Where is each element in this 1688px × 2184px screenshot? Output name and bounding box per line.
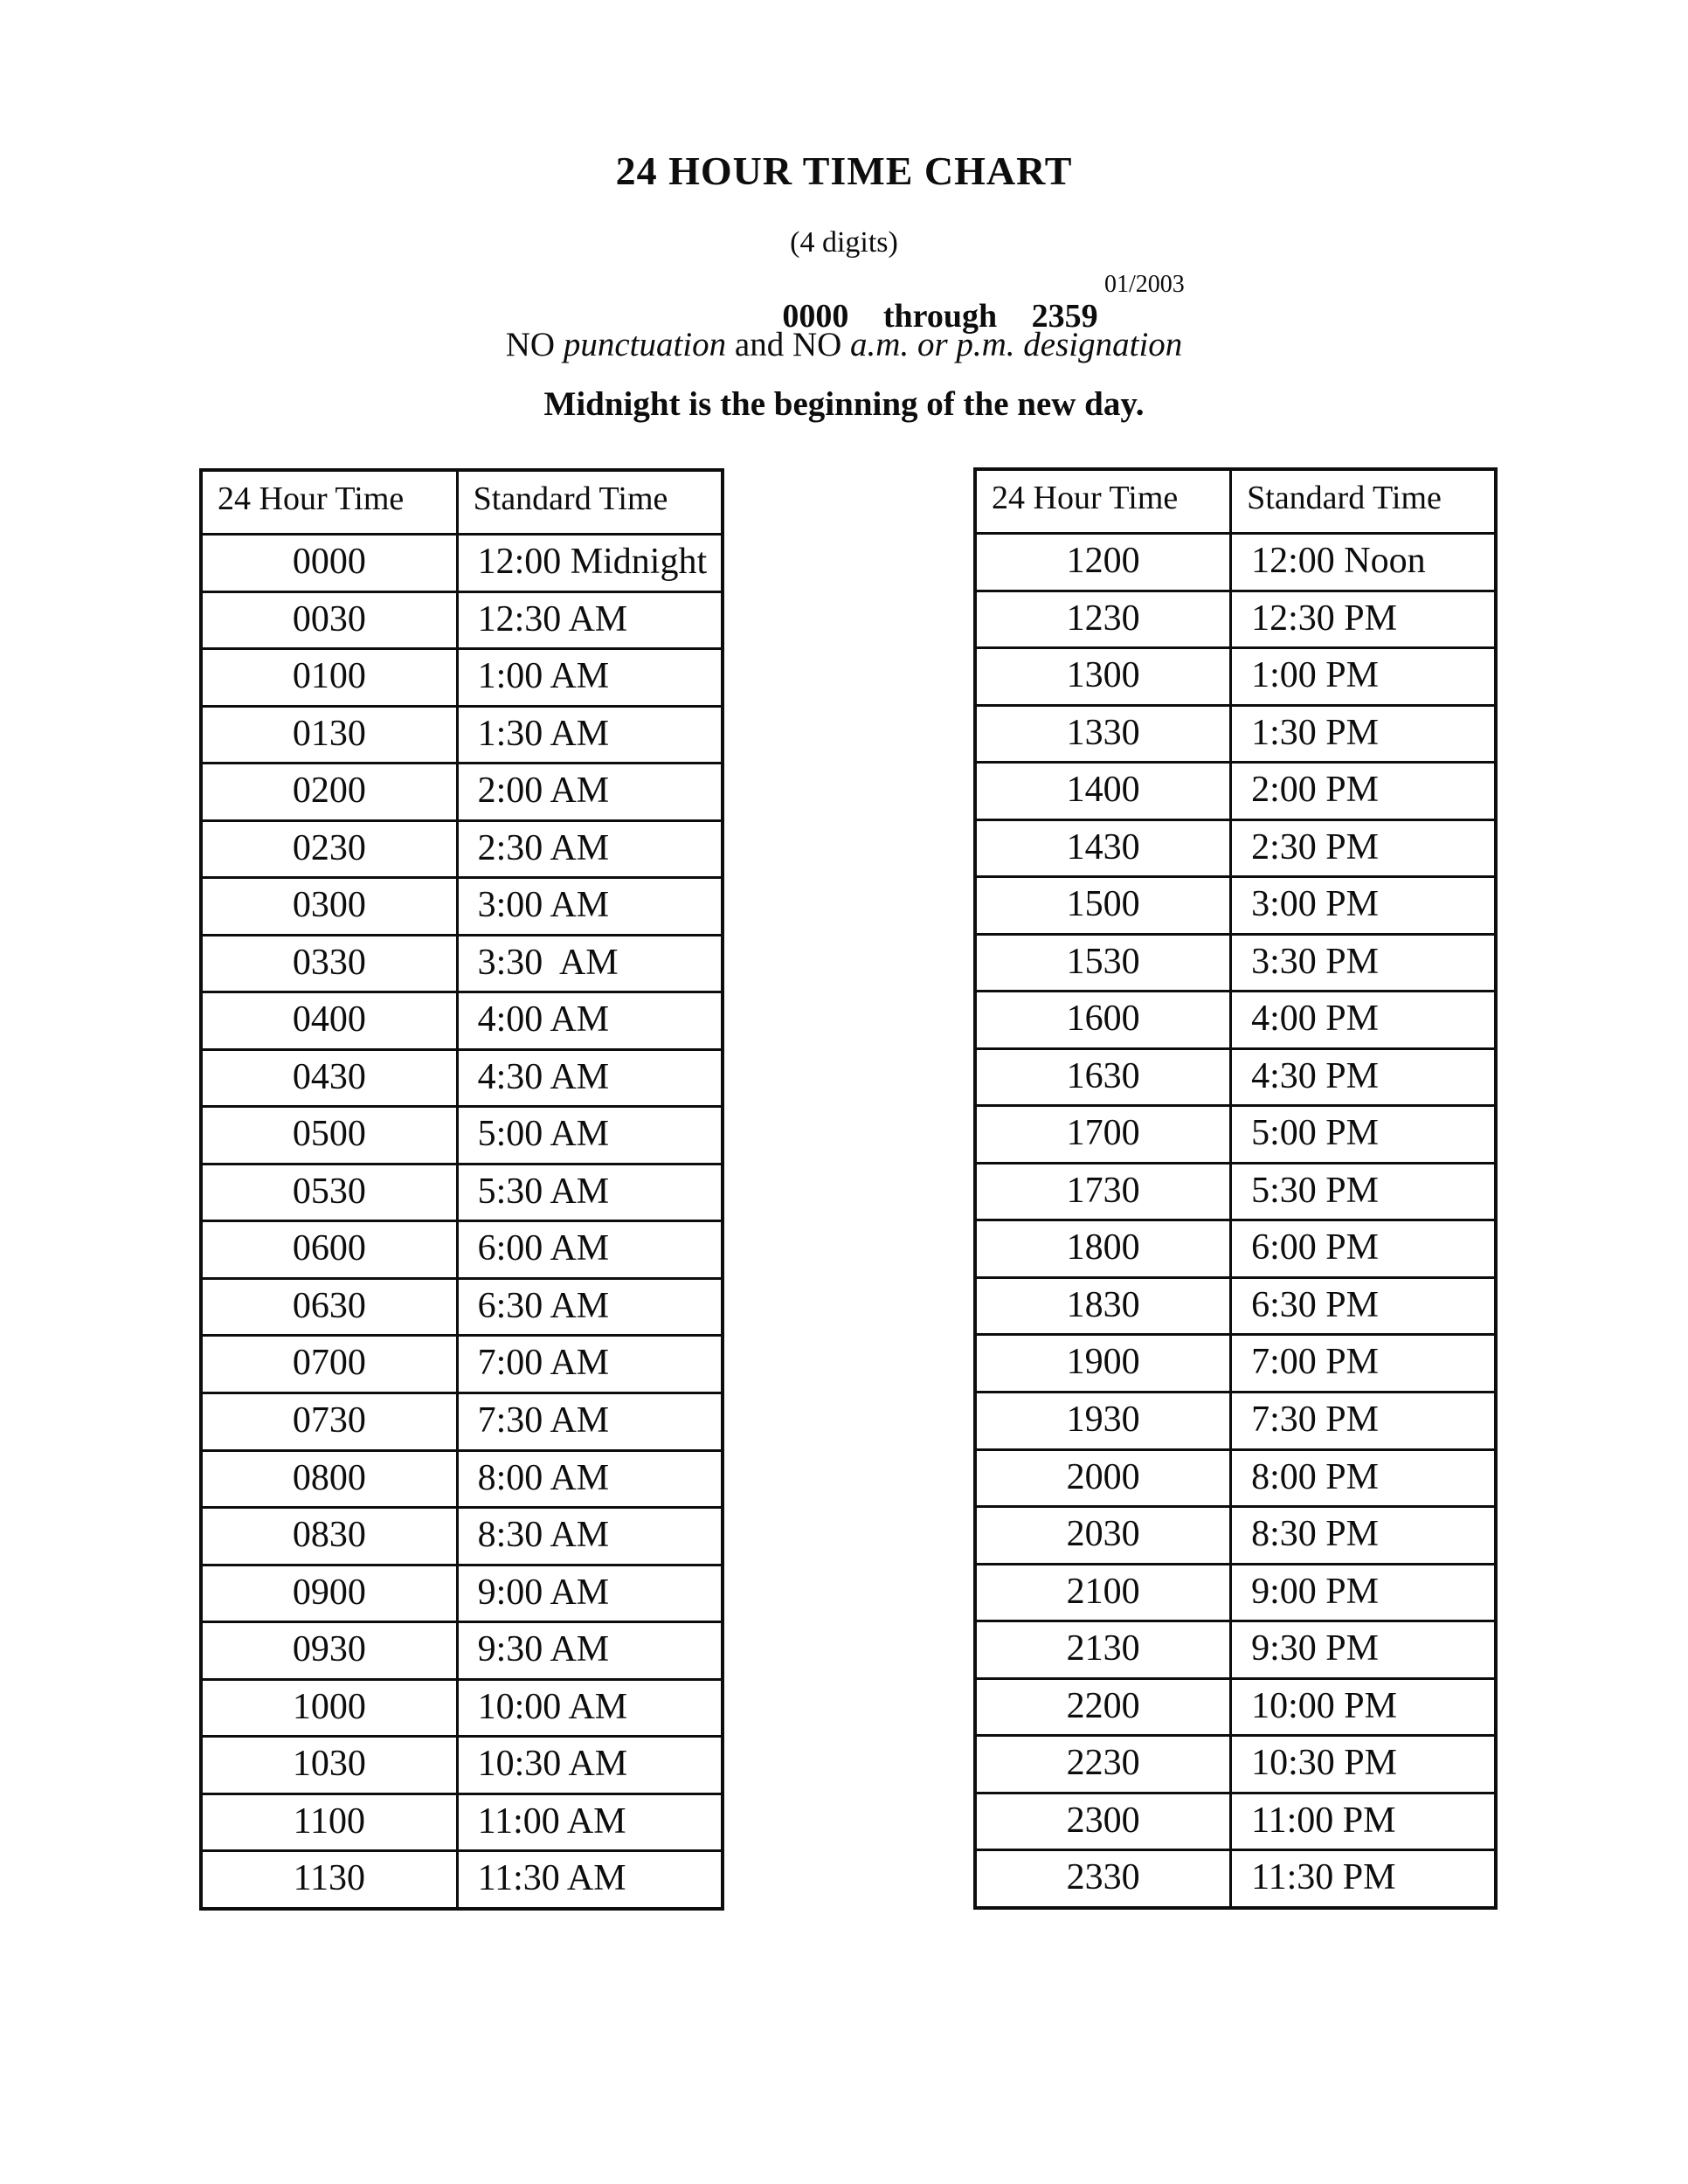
hour-24-cell: 1530 xyxy=(975,934,1231,992)
standard-time-cell: 2:30 PM xyxy=(1231,819,1496,877)
standard-time-cell: 10:30 PM xyxy=(1231,1736,1496,1794)
hour-24-cell: 2100 xyxy=(975,1564,1231,1621)
hour-24-cell: 0700 xyxy=(201,1336,457,1393)
hour-24-cell: 0000 xyxy=(201,535,457,592)
hour-24-cell: 2200 xyxy=(975,1678,1231,1736)
table-row xyxy=(201,1679,723,1737)
table-row xyxy=(975,591,1496,648)
header-row xyxy=(975,469,1496,534)
hour-24-cell: 0130 xyxy=(201,706,457,764)
table-row xyxy=(201,1221,723,1279)
table-row xyxy=(201,1508,723,1565)
hour-24-cell: 1800 xyxy=(975,1220,1231,1278)
table-row xyxy=(201,1336,723,1393)
standard-time-cell: 1:00 AM xyxy=(457,649,723,707)
header-row xyxy=(201,470,723,535)
standard-time-cell: 12:30 PM xyxy=(1231,591,1496,648)
table-row xyxy=(975,705,1496,763)
hour-24-cell: 0430 xyxy=(201,1049,457,1107)
hour-24-cell: 1300 xyxy=(975,648,1231,706)
midnight-note: Midnight is the beginning of the new day. xyxy=(543,385,1145,423)
table-row xyxy=(201,1450,723,1508)
punctuation-note-part: and NO xyxy=(726,326,851,363)
pm-table-body xyxy=(975,534,1496,1909)
standard-time-cell: 11:30 PM xyxy=(1231,1850,1496,1908)
standard-time-cell: 2:30 AM xyxy=(457,820,723,878)
standard-time-cell: 3:30 PM xyxy=(1231,934,1496,992)
table-row xyxy=(201,591,723,649)
punctuation-note-part-italic: a.m. or p.m. designation xyxy=(850,326,1183,363)
punctuation-note xyxy=(0,327,1688,364)
table-row xyxy=(201,1278,723,1336)
standard-time-cell: 1:30 AM xyxy=(457,706,723,764)
table-row xyxy=(201,1851,723,1909)
table-row xyxy=(975,1793,1496,1850)
hour-24-cell: 2300 xyxy=(975,1793,1231,1850)
standard-time-cell: 7:00 PM xyxy=(1231,1335,1496,1393)
standard-time-cell: 9:30 PM xyxy=(1231,1621,1496,1679)
hour-24-cell: 0800 xyxy=(201,1450,457,1508)
table-row xyxy=(975,1277,1496,1335)
column-header-24hour: 24 Hour Time xyxy=(975,469,1231,534)
hour-24-cell: 1330 xyxy=(975,705,1231,763)
punctuation-note-part-italic: punctuation xyxy=(563,326,727,363)
table-row xyxy=(975,1335,1496,1393)
standard-time-cell: 10:00 PM xyxy=(1231,1678,1496,1736)
table-row xyxy=(975,1621,1496,1679)
table-row xyxy=(975,819,1496,877)
table-row xyxy=(201,878,723,936)
table-row xyxy=(201,1393,723,1450)
table-row xyxy=(975,877,1496,935)
standard-time-cell: 6:00 PM xyxy=(1231,1220,1496,1278)
table-row xyxy=(975,1392,1496,1449)
standard-time-cell: 10:00 AM xyxy=(457,1679,723,1737)
hour-24-cell: 1200 xyxy=(975,534,1231,591)
hour-24-cell: 1630 xyxy=(975,1048,1231,1106)
hour-24-cell: 1600 xyxy=(975,992,1231,1049)
hour-24-cell: 2030 xyxy=(975,1507,1231,1565)
table-row xyxy=(201,1622,723,1680)
standard-time-cell: 11:30 AM xyxy=(457,1851,723,1909)
hour-24-cell: 0400 xyxy=(201,992,457,1050)
standard-time-cell: 6:30 PM xyxy=(1231,1277,1496,1335)
page-title: 24 HOUR TIME CHART xyxy=(615,149,1073,193)
standard-time-cell: 1:00 PM xyxy=(1231,648,1496,706)
hour-24-cell: 1400 xyxy=(975,763,1231,820)
revision-date: 01/2003 xyxy=(1104,271,1185,298)
table-row xyxy=(975,1850,1496,1908)
digits-note: (4 digits) xyxy=(790,226,898,259)
standard-time-cell: 9:30 AM xyxy=(457,1622,723,1680)
hour-24-cell: 0900 xyxy=(201,1565,457,1622)
standard-time-cell: 3:00 AM xyxy=(457,878,723,936)
standard-time-cell: 4:00 AM xyxy=(457,992,723,1050)
punctuation-note-part: NO xyxy=(505,326,564,363)
standard-time-cell: 4:00 PM xyxy=(1231,992,1496,1049)
table-row xyxy=(975,1736,1496,1794)
table-row xyxy=(975,1048,1496,1106)
table-row xyxy=(975,648,1496,706)
standard-time-cell: 12:00 Midnight xyxy=(457,535,723,592)
standard-time-cell: 10:30 AM xyxy=(457,1737,723,1794)
standard-time-cell: 3:30 AM xyxy=(457,935,723,992)
hour-24-cell: 0600 xyxy=(201,1221,457,1279)
table-row xyxy=(975,992,1496,1049)
hour-24-cell: 1130 xyxy=(201,1851,457,1909)
hour-24-cell: 0830 xyxy=(201,1508,457,1565)
hour-24-cell: 0630 xyxy=(201,1278,457,1336)
column-header-24hour: 24 Hour Time xyxy=(201,470,457,535)
hour-24-cell: 0530 xyxy=(201,1164,457,1221)
standard-time-cell: 11:00 AM xyxy=(457,1794,723,1851)
hour-24-cell: 2330 xyxy=(975,1850,1231,1908)
standard-time-cell: 6:00 AM xyxy=(457,1221,723,1279)
standard-time-cell: 2:00 AM xyxy=(457,764,723,821)
table-row xyxy=(975,1163,1496,1220)
table-row xyxy=(201,992,723,1050)
hour-24-cell: 0500 xyxy=(201,1107,457,1165)
pm-time-table xyxy=(973,467,1498,1910)
hour-24-cell: 0200 xyxy=(201,764,457,821)
table-row xyxy=(201,1164,723,1221)
table-row xyxy=(201,706,723,764)
column-header-standard: Standard Time xyxy=(1231,469,1496,534)
table-row xyxy=(975,1106,1496,1164)
am-time-table xyxy=(199,468,724,1911)
table-row xyxy=(975,1678,1496,1736)
standard-time-cell: 7:30 PM xyxy=(1231,1392,1496,1449)
standard-time-cell: 5:00 AM xyxy=(457,1107,723,1165)
standard-time-cell: 8:00 AM xyxy=(457,1450,723,1508)
table-row xyxy=(975,534,1496,591)
standard-time-cell: 5:30 AM xyxy=(457,1164,723,1221)
range-text: 0000 through 2359 xyxy=(782,297,1098,335)
table-row xyxy=(201,764,723,821)
hour-24-cell: 1230 xyxy=(975,591,1231,648)
hour-24-cell: 2130 xyxy=(975,1621,1231,1679)
am-table-body xyxy=(201,535,723,1910)
table-row xyxy=(201,820,723,878)
standard-time-cell: 5:30 PM xyxy=(1231,1163,1496,1220)
hour-24-cell: 1030 xyxy=(201,1737,457,1794)
table-row xyxy=(975,1564,1496,1621)
hour-24-cell: 1430 xyxy=(975,819,1231,877)
standard-time-cell: 8:30 AM xyxy=(457,1508,723,1565)
hour-24-cell: 0030 xyxy=(201,591,457,649)
table-row xyxy=(201,1737,723,1794)
hour-24-cell: 1930 xyxy=(975,1392,1231,1449)
hour-24-cell: 0930 xyxy=(201,1622,457,1680)
column-header-standard: Standard Time xyxy=(457,470,723,535)
standard-time-cell: 2:00 PM xyxy=(1231,763,1496,820)
standard-time-cell: 7:00 AM xyxy=(457,1336,723,1393)
table-row xyxy=(201,935,723,992)
hour-24-cell: 1730 xyxy=(975,1163,1231,1220)
standard-time-cell: 8:00 PM xyxy=(1231,1449,1496,1507)
table-row xyxy=(975,934,1496,992)
table-row xyxy=(201,1794,723,1851)
hour-24-cell: 1000 xyxy=(201,1679,457,1737)
hour-24-cell: 0330 xyxy=(201,935,457,992)
standard-time-cell: 9:00 AM xyxy=(457,1565,723,1622)
hour-24-cell: 0230 xyxy=(201,820,457,878)
table-row xyxy=(975,1507,1496,1565)
hour-24-cell: 1900 xyxy=(975,1335,1231,1393)
hour-24-cell: 0300 xyxy=(201,878,457,936)
hour-24-cell: 0100 xyxy=(201,649,457,707)
hour-24-cell: 1500 xyxy=(975,877,1231,935)
hour-24-cell: 2000 xyxy=(975,1449,1231,1507)
hour-24-cell: 1830 xyxy=(975,1277,1231,1335)
table-row xyxy=(201,649,723,707)
standard-time-cell: 7:30 AM xyxy=(457,1393,723,1450)
table-row xyxy=(975,763,1496,820)
standard-time-cell: 4:30 AM xyxy=(457,1049,723,1107)
hour-24-cell: 2230 xyxy=(975,1736,1231,1794)
standard-time-cell: 4:30 PM xyxy=(1231,1048,1496,1106)
standard-time-cell: 12:30 AM xyxy=(457,591,723,649)
table-row xyxy=(975,1449,1496,1507)
hour-24-cell: 1700 xyxy=(975,1106,1231,1164)
table-row xyxy=(975,1220,1496,1278)
table-row xyxy=(201,1565,723,1622)
table-row xyxy=(201,535,723,592)
standard-time-cell: 6:30 AM xyxy=(457,1278,723,1336)
hour-24-cell: 0730 xyxy=(201,1393,457,1450)
standard-time-cell: 9:00 PM xyxy=(1231,1564,1496,1621)
standard-time-cell: 1:30 PM xyxy=(1231,705,1496,763)
standard-time-cell: 5:00 PM xyxy=(1231,1106,1496,1164)
standard-time-cell: 12:00 Noon xyxy=(1231,534,1496,591)
hour-24-cell: 1100 xyxy=(201,1794,457,1851)
standard-time-cell: 8:30 PM xyxy=(1231,1507,1496,1565)
table-row xyxy=(201,1107,723,1165)
standard-time-cell: 11:00 PM xyxy=(1231,1793,1496,1850)
standard-time-cell: 3:00 PM xyxy=(1231,877,1496,935)
table-row xyxy=(201,1049,723,1107)
